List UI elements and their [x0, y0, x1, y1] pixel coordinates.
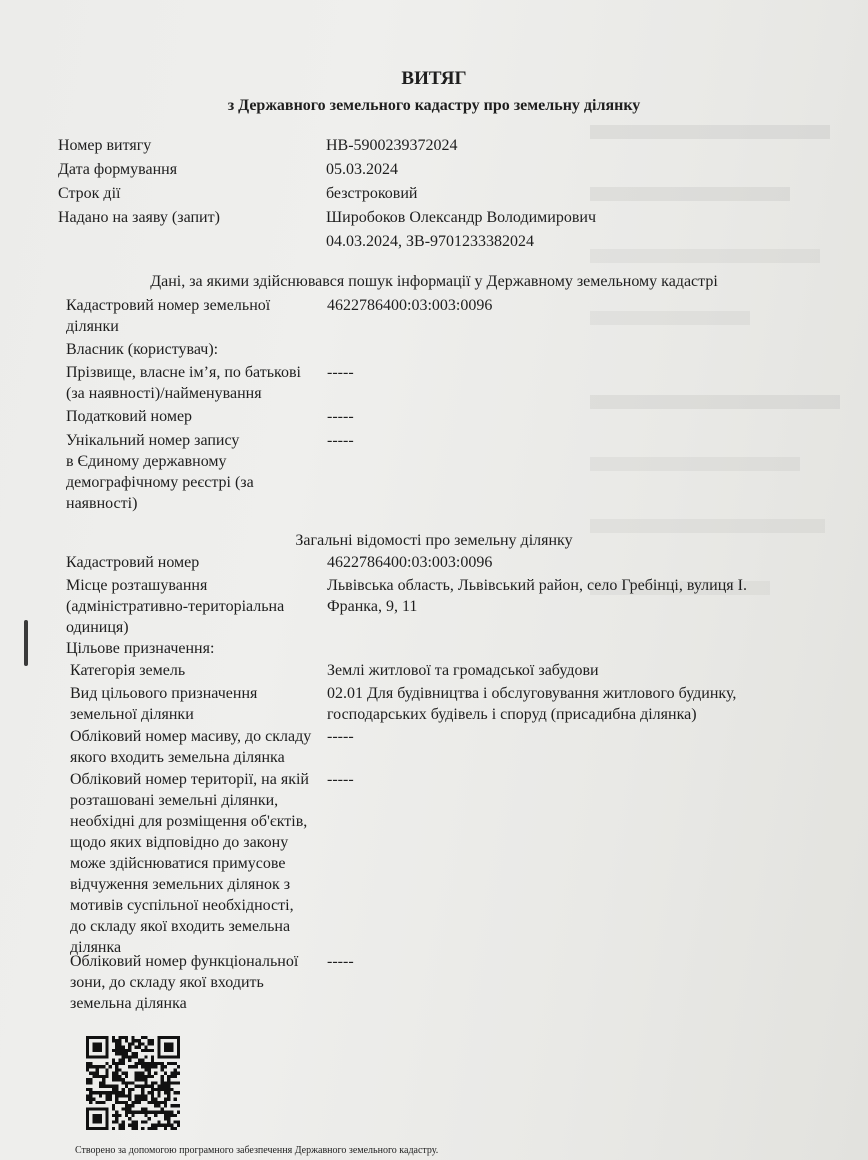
extract-request-value-1: Широбоков Олександр Володимирович	[326, 209, 597, 226]
unique-record-label	[66, 430, 321, 514]
owner-name-label-line-1: Прізвище, власне ім’я, по батькові	[66, 364, 301, 381]
category-label: Категорія земель	[70, 662, 186, 679]
location-label-line-3: одиниця)	[66, 619, 129, 636]
zone-label	[70, 951, 325, 1014]
territory-label	[70, 769, 325, 958]
pen-mark	[24, 620, 28, 666]
extract-term-value: безстроковий	[326, 185, 418, 202]
purpose-kind-label-line-2: земельної ділянки	[70, 706, 194, 723]
purpose-label: Цільове призначення:	[66, 640, 215, 657]
massif-label-line-1: Обліковий номер масиву, до складу	[70, 728, 312, 745]
owner-name-label	[66, 362, 321, 404]
location-label-line-1: Місце розташування	[66, 577, 208, 594]
extract-number-value: НВ-5900239372024	[326, 137, 458, 154]
unique-record-value: -----	[327, 432, 354, 449]
location-value	[327, 575, 827, 617]
extract-date-label: Дата формування	[58, 161, 178, 178]
territory-label-line-5: може здійснюватися примусове	[70, 855, 286, 872]
general-cadastral-value: 4622786400:03:003:0096	[327, 554, 493, 571]
document-subtitle: з Державного земельного кадастру про земельну ділянку	[227, 97, 641, 114]
general-cadastral-label: Кадастровий номер	[66, 554, 200, 571]
location-value-line-1: Львівська область, Львівський район, село Гребінці, вулиця І.	[327, 577, 747, 594]
location-label	[66, 575, 321, 638]
search-cadastral-value: 4622786400:03:003:0096	[327, 297, 493, 314]
extract-number-label: Номер витягу	[58, 137, 152, 154]
unique-record-label-line-2: в Єдиному державному	[66, 453, 227, 470]
search-cadastral-label-line-2: ділянки	[66, 318, 119, 335]
territory-label-line-8: до складу якої входить земельна	[70, 918, 291, 935]
category-value: Землі житлової та громадської забудови	[327, 662, 599, 679]
massif-label	[70, 726, 325, 768]
purpose-kind-value-line-1: 02.01 Для будівництва і обслуговування житлового будинку,	[327, 685, 737, 702]
zone-label-line-3: земельна ділянка	[70, 995, 187, 1012]
general-section-heading: Загальні відомості про земельну ділянку	[295, 532, 573, 549]
search-section-heading: Дані, за якими здійснювався пошук інформації у Державному земельному кадастрі	[150, 273, 718, 290]
qr-code	[86, 1036, 180, 1130]
owner-label: Власник (користувач):	[66, 341, 219, 358]
search-cadastral-label-line-1: Кадастровий номер земельної	[66, 297, 271, 314]
zone-value: -----	[327, 953, 354, 970]
unique-record-label-line-1: Унікальний номер запису	[66, 432, 240, 449]
purpose-kind-value	[327, 683, 837, 725]
purpose-kind-label	[70, 683, 325, 725]
unique-record-label-line-4: наявності)	[66, 495, 138, 512]
territory-label-line-9: ділянка	[70, 939, 122, 956]
purpose-kind-label-line-1: Вид цільового призначення	[70, 685, 258, 702]
search-cadastral-label	[66, 295, 321, 337]
footer-note: Створено за допомогою програмного забезпечення Державного земельного кадастру.	[75, 1145, 439, 1156]
location-value-line-2: Франка, 9, 11	[327, 598, 418, 615]
purpose-kind-value-line-2: господарських будівель і споруд (присадибна ділянка)	[327, 706, 697, 723]
owner-name-value: -----	[327, 364, 354, 381]
massif-label-line-2: якого входить земельна ділянка	[70, 749, 285, 766]
tax-number-label: Податковий номер	[66, 408, 193, 425]
zone-label-line-1: Обліковий номер функціональної	[70, 953, 299, 970]
search-cadastral-field	[0, 295, 868, 339]
extract-request-value-2: 04.03.2024, ЗВ-9701233382024	[326, 233, 535, 250]
territory-label-line-3: необхідні для розміщення об'єктів,	[70, 813, 308, 830]
extract-request-label: Надано на заяву (запит)	[58, 209, 220, 226]
tax-number-value: -----	[327, 408, 354, 425]
zone-label-line-2: зони, до складу якої входить	[70, 974, 264, 991]
extract-term-label: Строк дії	[58, 185, 121, 202]
territory-value: -----	[327, 771, 354, 788]
territory-label-line-6: відчуження земельних ділянок з	[70, 876, 291, 893]
territory-label-line-1: Обліковий номер території, на якій	[70, 771, 309, 788]
extract-date-value: 05.03.2024	[326, 161, 398, 178]
owner-name-label-line-2: (за наявності)/найменування	[66, 385, 262, 402]
territory-label-line-4: щодо яких відповідно до закону	[70, 834, 289, 851]
document-title: ВИТЯГ	[401, 68, 467, 89]
territory-label-line-2: розташовані земельні ділянки,	[70, 792, 279, 809]
territory-label-line-7: мотивів суспільної необхідності,	[70, 897, 294, 914]
unique-record-label-line-3: демографічному реєстрі (за	[66, 474, 254, 491]
location-label-line-2: (адміністративно-територіальна	[66, 598, 285, 615]
massif-value: -----	[327, 728, 354, 745]
